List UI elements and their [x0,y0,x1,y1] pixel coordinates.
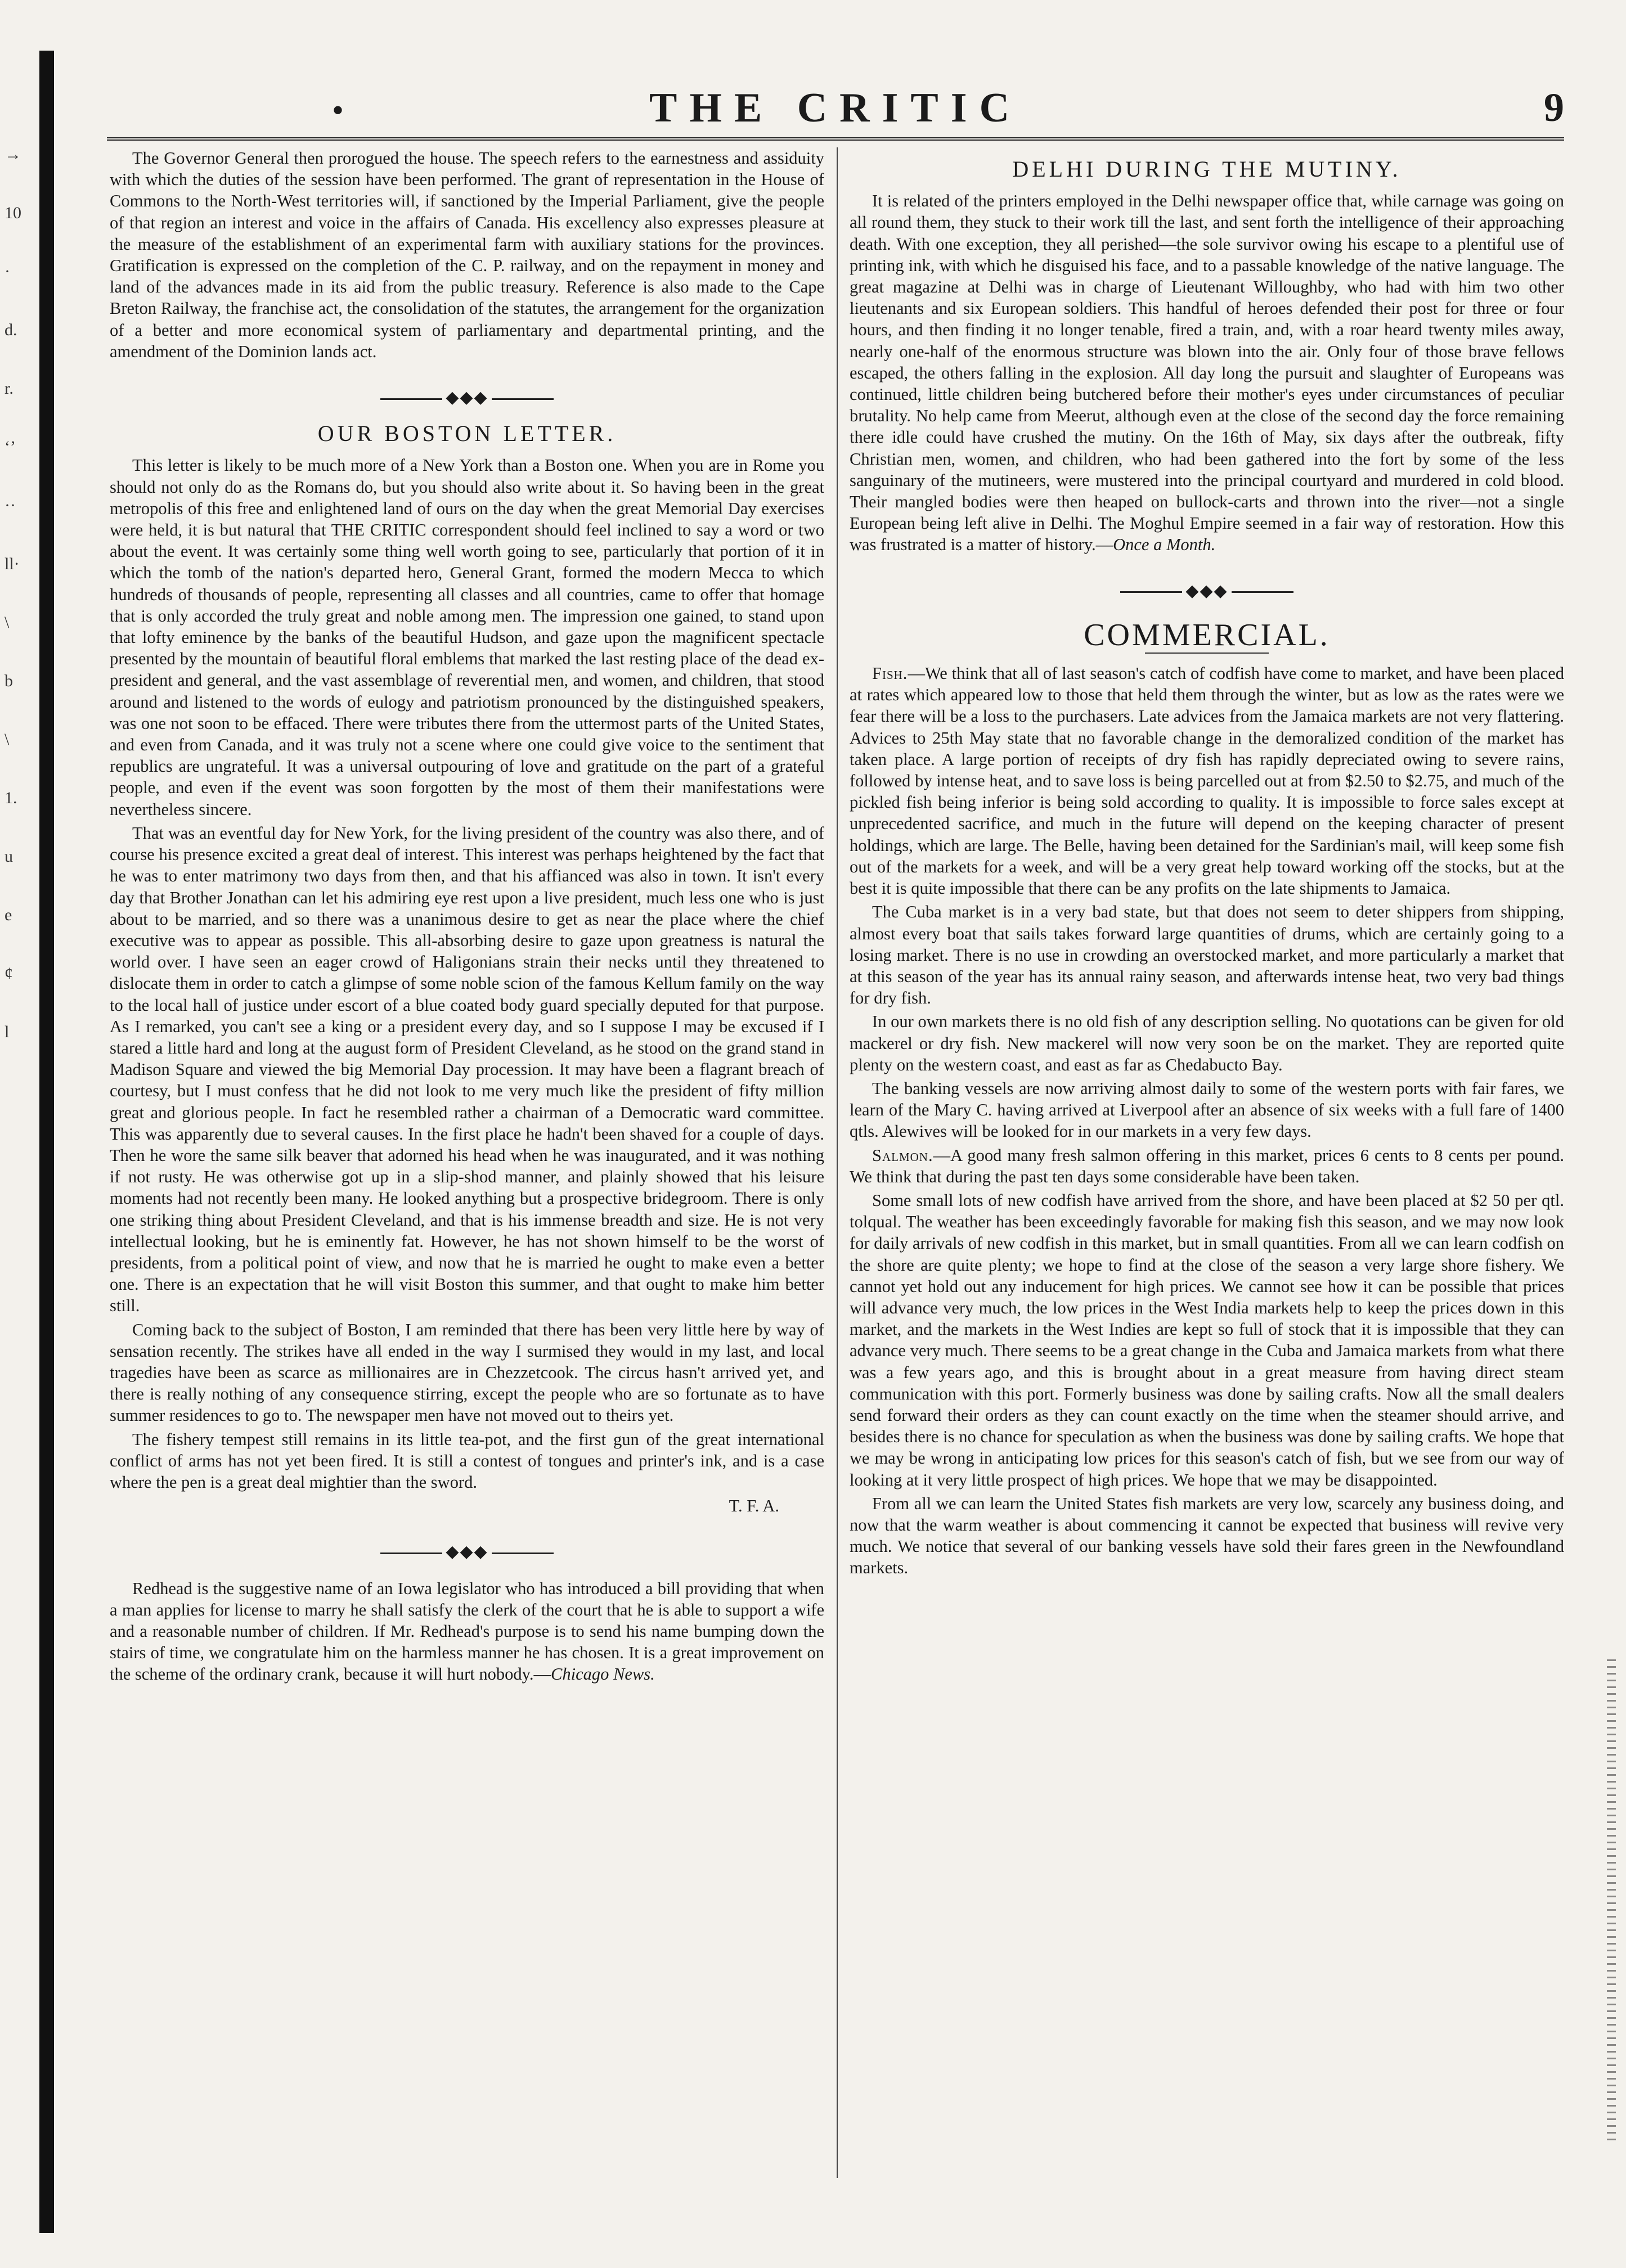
redhead-paragraph: Redhead is the suggestive name of an Iowa legislator who has introduced a bill providing that when a man applies for license to marry he shall satisfy the clerk of the court that he is able to support a wife and a reasonable number of children. If Mr. Redhead's purpose is to send his name bumping down the stairs of time, we congratulate him on the harmless manner he has chosen. It is a great improvement on the scheme of the ordinary crank, because it will hurt nobody.—Chicago News. [110,1578,824,1684]
own-markets-paragraph: In our own markets there is no old fish of any description selling. No quotations can be given for old mackerel or dry fish. New mackerel will now very soon be on the market. They are reported quite plenty on the western coast, and east as far as Chedabucto Bay. [850,1012,1564,1074]
salmon-text: —A good many fresh salmon offering in this market, prices 6 cents to 8 cents per pound. We think that during the past ten days some considerable have been taken. [850,1145,1564,1186]
margin-mark: r. [5,379,14,398]
column-divider [837,147,838,2178]
fish-lead: Fish. [872,664,908,683]
margin-mark: \ [5,730,10,749]
margin-mark: ‘’ [5,438,16,456]
boston-letter-paragraph: The fishery tempest still remains in its little tea-pot, and the first gun of the great international conflict of arms has not yet been fired. It is still a contest of tongues and printer's ink, and is a case where the pen is a great deal mightier than the sword. [110,1429,824,1492]
ornament-divider: ◆◆◆ [110,1541,824,1563]
boston-letter-paragraph: This letter is likely to be much more of a New York than a Boston one. When you are in Rome you should not only do as the Romans do, but you should also write about it. So having been in the great metropolis of this free and enlightened land of ours on the day when the great Memorial Day exercises were held, it is but natural that THE CRITIC correspondent should feel inclined to say a word or two about the event. It was certainly some thing well worth going to see, particularly that portion of it in which the tomb of the nation's departed hero, General Grant, formed the modern Mecca to which hundreds of thousands of people, representing all classes and all countries, came to offer that homage that is only accorded the truly great and noble among men. The impression one gained, to stand upon that lofty eminence by the banks of the beautiful Hudson, and gaze upon the magnificent spectacle presented by the mountain of beautiful floral emblems that marked the last resting place of the dead ex-president and general, and the vast assemblage of reverential men, and women, and children, that stood around and listened to the words of eulogy and patriotism pronounced by the distinguished speakers, was one not soon to be effaced. There were tributes there from the uttermost parts of the United States, and even from Canada, and it was truly not a scene where one could give voice to the sentiment that republics are ungrateful. It was a universal outpouring of love and gratitude on the part of a grateful people, and even if the event was soon forgotten by the most of them their manifestations were nevertheless sincere. [110,456,824,819]
page-header [107,84,1564,141]
us-markets-paragraph: From all we can learn the United States fish markets are very low, scarcely any business doing, and now that the warm weather is about commencing it cannot be expected that business will revive very much. We notice that several of our banking vessels have sold their fares green in the Newfoundland markets. [850,1493,1564,1578]
margin-mark: e [5,906,12,924]
commercial-heading: COMMERCIAL. [1084,617,1330,652]
scan-edge-bar [39,51,54,2233]
delhi-text: It is related of the printers employed in the Delhi newspaper office that, while carnage was going on all round them, they stuck to their work till the last, and sent forth the intelligence of their approaching death. With one exception, they all perished—the sole survivor owing his escape to a plentiful use of printing ink, with which he disguised his face, and to a passable knowledge of the native language. The great magazine at Delhi was in charge of Lieutenant Willoughby, who had with him two other lieutenants and six European soldiers. This handful of heroes defended their post for three or four hours, and then finding it no longer tenable, fired a train, and, with a roar heard twenty miles away, nearly one-half of the enormous structure was blown into the air. Only four of those brave fellows escaped, the others falling in the explosion. All day long the pursuit and slaughter of Europeans was continued, little children being butchered before their mother's eyes under circumstances of peculiar brutality. No help came from Meerut, although even at the close of the second day the force remaining there idle could have crushed the mutiny. On the 16th of May, six days after the outbreak, fifty Christian men, women, and children, who had been gathered into the fort by some of the less sanguinary of the mutineers, were mustered into the principal courtyard and murdered in cold blood. Their mangled bodies were then heaped on bullock-carts and thrown into the river—not a single European being left alive in Delhi. The Moghul Empire seemed in a fair way of restoration. How this was frustrated is a matter of history. [850,191,1564,555]
commercial-underline [1145,652,1269,654]
right-column [850,147,1564,2229]
margin-mark: l [5,1023,10,1041]
margin-mark: \ [5,613,10,632]
header-dot: • [332,92,344,129]
margin-mark: ·· [5,496,16,515]
margin-mark: u [5,847,13,866]
salmon-paragraph [850,1145,1564,1187]
margin-mark: 1. [5,789,17,807]
page-number: 9 [1544,85,1564,130]
margin-mark: 10 [5,204,21,222]
codfish-paragraph: Some small lots of new codfish have arrived from the shore, and have been placed at $2 50 per qtl. tolqual. The weather has been exceedingly favorable for making fish this season, and we may now look for daily arrivals of new codfish in this market, but in small quantities. From all we can learn codfish on the shore are quite plenty; we hope to find at the close of the season a very large shore fishery. We cannot yet hold out any inducement for high prices. We cannot see how it can be possible that prices will advance very much, the low prices in the West India markets help to keep the prices down in this market, and the markets in the West Indies are kept so full of stock that it is impossible that they can advance very much. There seems to be a great change in the Cuba and Jamaica markets from what there was a few years ago, and this is brought about in a great measure from having direct steam communication with this port. Formerly business was done by sailing crafts. Now all the small dealers send forward their orders as they can count exactly on the time when the steamer should arrive, and besides there is no chance for speculation as when the business was done by sailing crafts. We hope that we may be wrong in anticipating low prices for this season's catch of fish, but we see from our way of looking at it very little prospect of high prices. We hope that we may be disappointed. [850,1190,1564,1490]
page-title: THE CRITIC [649,85,1022,131]
delhi-source: Once a Month. [1113,535,1216,555]
boston-letter-heading: OUR BOSTON LETTER. [317,421,617,447]
header-rule [107,137,1564,141]
margin-mark: ¢ [5,964,13,983]
margin-mark: ll· [5,555,20,573]
boston-letter-body [110,454,824,1493]
delhi-heading: DELHI DURING THE MUTINY. [1012,156,1402,182]
fish-paragraph [850,663,1564,899]
delhi-paragraph: It is related of the printers employed in the Delhi newspaper office that, while carnage was going on all round them, they stuck to their work till the last, and sent forth the intelligence of their approaching death. With one exception, they all perished—the sole survivor owing his escape to a plentiful use of printing ink, with which he disguised his face, and to a passable knowledge of the native language. The great magazine at Delhi was in charge of Lieutenant Willoughby, who had with him two other lieutenants and six European soldiers. This handful of heroes defended their post for three or four hours, and then finding it no longer tenable, fired a train, and, with a roar heard twenty miles away, nearly one-half of the enormous structure was blown into the air. Only four of those brave fellows escaped, the others falling in the explosion. All day long the pursuit and slaughter of Europeans was continued, little children being butchered before their mother's eyes under circumstances of peculiar brutality. No help came from Meerut, although even at the close of the second day the force remaining there idle could have crushed the mutiny. On the 16th of May, six days after the outbreak, fifty Christian men, women, and children, who had been gathered into the fort by some of the less sanguinary of the mutineers, were mustered into the principal courtyard and murdered in cold blood. Their mangled bodies were then heaped on bullock-carts and thrown into the river—not a single European being left alive in Delhi. The Moghul Empire seemed in a fair way of restoration. How this was frustrated is a matter of history.—Once a Month. [850,191,1564,555]
salmon-lead: Salmon. [872,1145,933,1165]
ornament-divider: ◆◆◆ [850,580,1564,602]
boston-letter-signature: T. F. A. [729,1496,779,1516]
margin-mark: · [5,262,10,281]
governor-paragraph: The Governor General then prorogued the house. The speech refers to the earnestness and assiduity with which the duties of the session have been performed. The grant of representation in the House of Commons to the North-West territories will, if sanctioned by the Imperial Parliament, give the people of that region an interest and voice in the affairs of Canada. His excellency also expresses pleasure at the measure of the establishment of an experimental farm with auxiliary stations for the provinces. Gratification is expressed on the completion of the C. P. railway, and on the repayment in money and land of the advances made in its aid from the public treasury. Reference is also made to the Cape Breton Railway, the franchise act, the consolidation of the statutes, the arrangement for the organization of a better and more economical system of parliamentary and departmental printing, and the amendment of the Dominion lands act. [110,148,824,361]
margin-mark: → [5,145,21,164]
cuba-paragraph: The Cuba market is in a very bad state, but that does not seem to deter shippers from shipping, almost every boat that sails takes forward large quantities of drums, which are certainly going to a losing market. There is no use in crowding an overstocked market, and more particularly a market that at this season of the year has its annual rainy season, and afterwards intense heat, two very bad things for dry fish. [850,902,1564,1008]
margin-mark: b [5,672,13,690]
boston-letter-paragraph: Coming back to the subject of Boston, I am reminded that there has been very little here by way of sensation recently. The strikes have all ended in the way I surmised they would in my last, and local tragedies have been as scarce as millionaires are in Chezzetcook. The circus hasn't arrived yet, and there is really nothing of any consequence stirring, except the people who are so fortunate as to have summer residences to go to. The newspaper men have not moved out to theirs yet. [110,1320,824,1425]
redhead-source: Chicago News. [551,1664,655,1684]
boston-letter-paragraph: That was an eventful day for New York, for the living president of the country was also there, and of course his presence excited a great deal of interest. This interest was perhaps heightened by the fact that he was to enter matrimony two days from then, and that his affianced was also in town. It isn't every day that Brother Jonathan can let his admiring eye rest upon a live president, much less one who is just about to be married, and so there was a unanimous desire to get as near the place where the chief executive was to appear as possible. This all-absorbing desire to gaze upon greatness is natural the world over. I have seen an eager crowd of Haligonians strain their necks until they threatened to dislocate them in order to catch a glimpse of some noble scion of the famous Kellum family on the way to the local hall of justice under escort of a blue coated body guard specially deputed for that purpose. As I remarked, you can't see a king or a president every day, and so I suppose I may be excused if I stared a little hard and long at the august form of President Cleveland, as he stood on the grand stand in Madison Square and viewed the big Memorial Day procession. It may have been a flagrant breach of courtesy, but I must confess that he did not look to me very much like the president of fifty million great and glorious people. In fact he resembled rather a chairman of a Democratic ward committee. This was apparently due to several causes. In the first place he hadn't been shaved for a couple of days. Then he wore the same silk beaver that adorned his head when he was inaugurated, and it was nothing if not rusty. He was otherwise got up in a slip-shod manner, and plainly showed that his leisure moments had not recently been many. He looked anything but a prospective bridegroom. There is only one striking thing about President Cleveland, and that is his immense breadth and size. He is not very intellectual looking, but he is eminently fat. However, he has not shown himself to be the worst of presidents, from a political point of view, and now that he is married he ought to make even a better one. There is an expectation that he will visit Boston this summer, and that ought to make him better still. [110,823,824,1316]
ornament-divider: ◆◆◆ [110,387,824,408]
redhead-text: Redhead is the suggestive name of an Iowa legislator who has introduced a bill providing that when a man applies for license to marry he shall satisfy the clerk of the court that he is able to support a wife and a reasonable number of children. If Mr. Redhead's purpose is to send his name bumping down the stairs of time, we congratulate him on the harmless manner he has chosen. It is a great improvement on the scheme of the ordinary crank, because it will hurt nobody. [110,1578,824,1684]
margin-mark: d. [5,321,17,339]
left-column [110,147,824,2229]
banking-paragraph: The banking vessels are now arriving almost daily to some of the western ports with fair fares, we learn of the Mary C. having arrived at Liverpool after an absence of six weeks with a full fare of 1400 qtls. Alewives will be looked for in our markets in a very few days. [850,1078,1564,1141]
fish-text: —We think that all of last season's catch of codfish have come to market, and have been placed at rates which appeared low to those that held them through the winter, but as low as the rates were we fear there will be a loss to the purchasers. Late advices from the Jamaica markets are not very flattering. Advices to 25th May state that no favorable change in the demoralized condition of the market has taken place. A large portion of receipts of dry fish has rapidly depreciated owing to severe rains, followed by intense heat, and to save loss is being parcelled out at from $2.50 to $2.75, and much of the pickled fish being inferior is being sold according to quality. It is impossible to force sales except at unprecedented sacrifice, and much in the future will depend on the keeping character of present holdings, which are large. The Belle, having been detained for the Sardinian's mail, will keep some fish out of the markets for a week, and will be a very great help toward working off the stocks, but at the best it is quite impossible that there can be any profits on the late shipments to Jamaica. [850,664,1564,898]
scan-edge-noise [1607,1659,1616,2143]
margin-marks [5,146,33,1082]
